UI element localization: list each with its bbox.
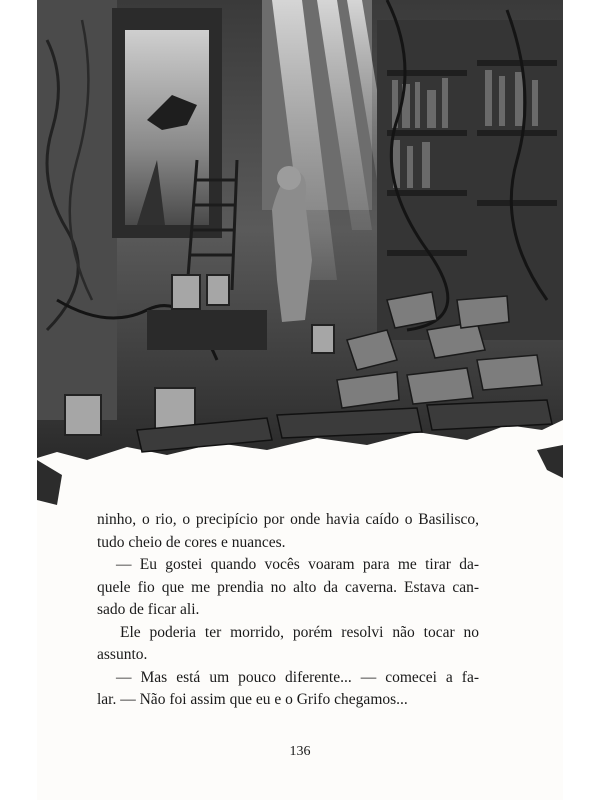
text-line: — Mas está um pouco diferente... — comecei a fa- — [116, 668, 479, 686]
paragraph — [97, 554, 479, 622]
text-line: sado de ficar ali. — [97, 601, 200, 618]
book-page — [37, 0, 563, 800]
paragraph — [97, 509, 479, 554]
text-line: — Eu gostei quando vocês voaram para me tirar da- — [116, 556, 479, 573]
body-text — [97, 509, 479, 712]
text-line: Ele poderia ter morrido, porém resolvi não tocar no — [120, 623, 479, 641]
text-line: quele fio que me prendia no alto da caverna. Estava can- — [97, 578, 479, 596]
paragraph — [97, 622, 479, 667]
text-line: lar. — Não foi assim que eu e o Grifo chegamos... — [97, 691, 408, 708]
page-number: 136 — [289, 744, 311, 759]
text-line: tudo cheio de cores e nuances. — [97, 533, 286, 551]
paragraph — [97, 667, 479, 712]
text-line: ninho, o rio, o precipício por onde havia caído o Basilisco, — [97, 511, 479, 528]
text-line: assunto. — [97, 646, 148, 663]
ruined-library-illustration-icon — [37, 0, 563, 505]
chapter-illustration — [37, 0, 563, 505]
